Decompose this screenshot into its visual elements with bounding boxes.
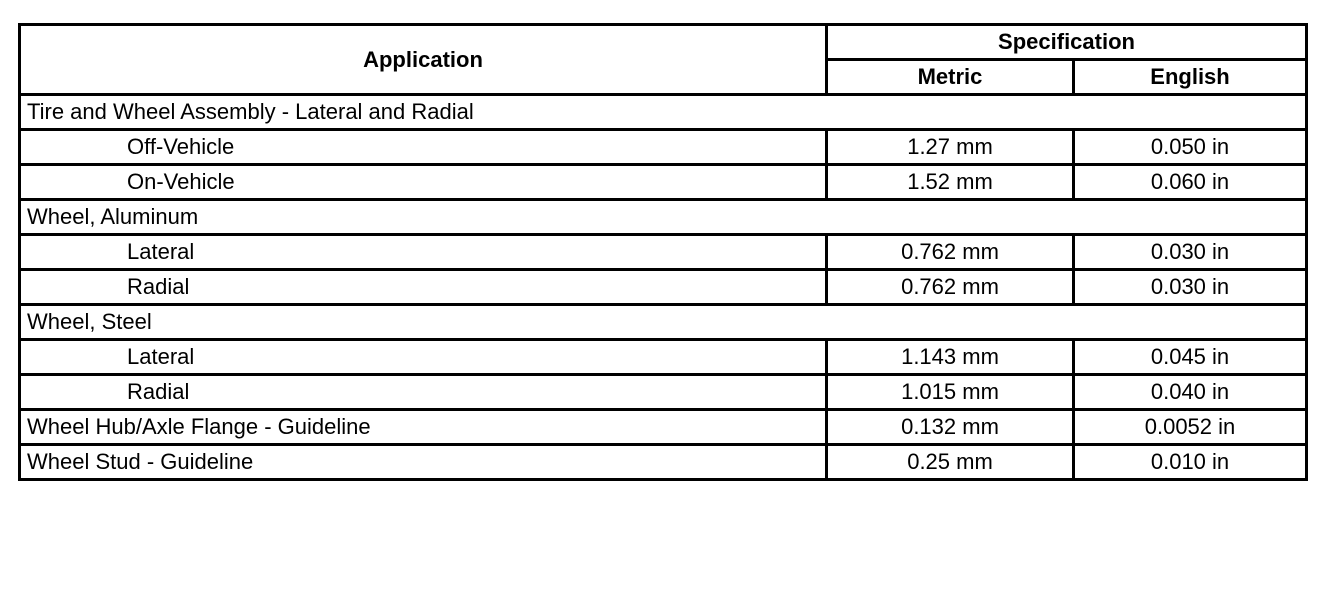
- metric-cell: 0.762 mm: [827, 235, 1074, 270]
- metric-cell: 1.143 mm: [827, 340, 1074, 375]
- section-label: Wheel, Aluminum: [20, 200, 1307, 235]
- application-cell: Lateral: [20, 235, 827, 270]
- english-header: English: [1074, 60, 1307, 95]
- application-cell: Radial: [20, 375, 827, 410]
- specification-header: Specification: [827, 25, 1307, 60]
- english-cell: 0.030 in: [1074, 270, 1307, 305]
- metric-header: Metric: [827, 60, 1074, 95]
- section-row: [20, 95, 1307, 130]
- metric-cell: 1.27 mm: [827, 130, 1074, 165]
- header-row-top: [20, 25, 1307, 60]
- metric-cell: 0.25 mm: [827, 445, 1074, 480]
- application-cell: Radial: [20, 270, 827, 305]
- metric-cell: 0.132 mm: [827, 410, 1074, 445]
- application-cell: On-Vehicle: [20, 165, 827, 200]
- application-header: Application: [20, 25, 827, 95]
- application-cell: Wheel Stud - Guideline: [20, 445, 827, 480]
- metric-cell: 0.762 mm: [827, 270, 1074, 305]
- table-row: [20, 165, 1307, 200]
- table-row: [20, 375, 1307, 410]
- table-row: [20, 235, 1307, 270]
- section-row: [20, 200, 1307, 235]
- table-row: [20, 445, 1307, 480]
- english-cell: 0.030 in: [1074, 235, 1307, 270]
- english-cell: 0.010 in: [1074, 445, 1307, 480]
- specification-table: [18, 23, 1308, 481]
- english-cell: 0.045 in: [1074, 340, 1307, 375]
- section-row: [20, 305, 1307, 340]
- table-row: [20, 410, 1307, 445]
- section-label: Tire and Wheel Assembly - Lateral and Radial: [20, 95, 1307, 130]
- application-cell: Lateral: [20, 340, 827, 375]
- table-row: [20, 130, 1307, 165]
- section-label: Wheel, Steel: [20, 305, 1307, 340]
- application-cell: Wheel Hub/Axle Flange - Guideline: [20, 410, 827, 445]
- metric-cell: 1.015 mm: [827, 375, 1074, 410]
- english-cell: 0.060 in: [1074, 165, 1307, 200]
- english-cell: 0.050 in: [1074, 130, 1307, 165]
- metric-cell: 1.52 mm: [827, 165, 1074, 200]
- table-row: [20, 340, 1307, 375]
- english-cell: 0.0052 in: [1074, 410, 1307, 445]
- english-cell: 0.040 in: [1074, 375, 1307, 410]
- application-cell: Off-Vehicle: [20, 130, 827, 165]
- table-row: [20, 270, 1307, 305]
